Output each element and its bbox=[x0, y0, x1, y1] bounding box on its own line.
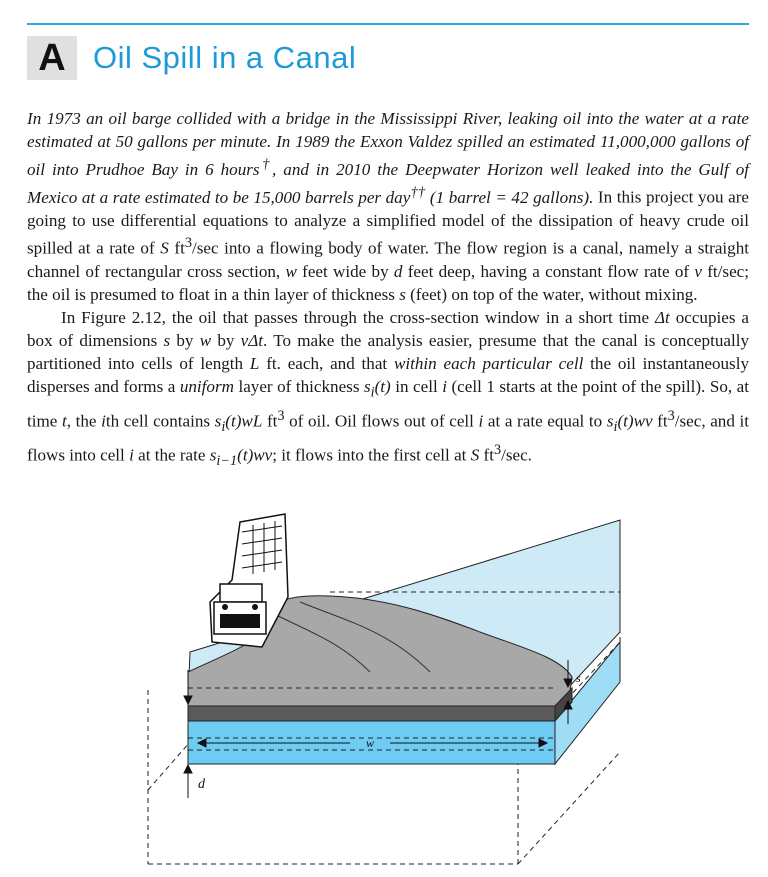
section-title: Oil Spill in a Canal bbox=[93, 40, 357, 75]
oil-layer-front bbox=[188, 706, 555, 721]
section-header bbox=[27, 36, 356, 80]
label-d: d bbox=[198, 777, 205, 792]
header-rule bbox=[27, 23, 749, 25]
paragraph-2: In Figure 2.12, the oil that passes through the cross-section window in a short time Δt occupies a box of dimensions s by w by vΔt. To make the analysis easier, presume that the canal is conceptually partitioned into cells of length L ft. each, and that within each particular cell the oil instantaneously disperses and forms a uniform layer of thickness $s_i(t)$ in cell i (cell 1 starts at the point of the spill). So, at time t, the ith cell contains $s_i(t)wL$ $ft^3$ of oil. Oil flows out of cell i at a rate equal to $s_i(t)wv$ $ft^3/\sec$, and it flows into cell i at the rate $s_{i-1}(t)wv$; it flows into the first cell at S $ft^3/\sec$. bbox=[27, 307, 750, 469]
paragraph-1: In 1973 an oil barge collided with a bridge in the Mississippi River, leaking oil into the water at a rate estimated at 50 gallons per minute. In 1989 the Exxon Valdez spilled an estimated 11,000,000 gallons of oil into Prudhoe Bay in 6 hours†, and in 2010 the Deepwater Horizon well leaked into the Gulf of Mexico at a rate estimated to be 15,000 barrels per day†† (1 barrel = 42 gallons). In this project you are going to use differential equations to analyze a simplified model of the dissipation of heavy crude oil spilled at a rate of S $ft^3/\sec$ into a flowing body of water. The flow region is a canal, namely a straight channel of rectangular cross section, w feet wide by d feet deep, having a constant flow rate of v ft/sec; the oil is presumed to float in a thin layer of thickness s (feet) on top of the water, without mixing. bbox=[27, 109, 750, 304]
label-w: w bbox=[366, 736, 375, 750]
body-text bbox=[27, 107, 749, 473]
canal-figure bbox=[140, 492, 640, 872]
section-badge: A bbox=[27, 36, 77, 80]
label-s: s bbox=[576, 671, 581, 685]
